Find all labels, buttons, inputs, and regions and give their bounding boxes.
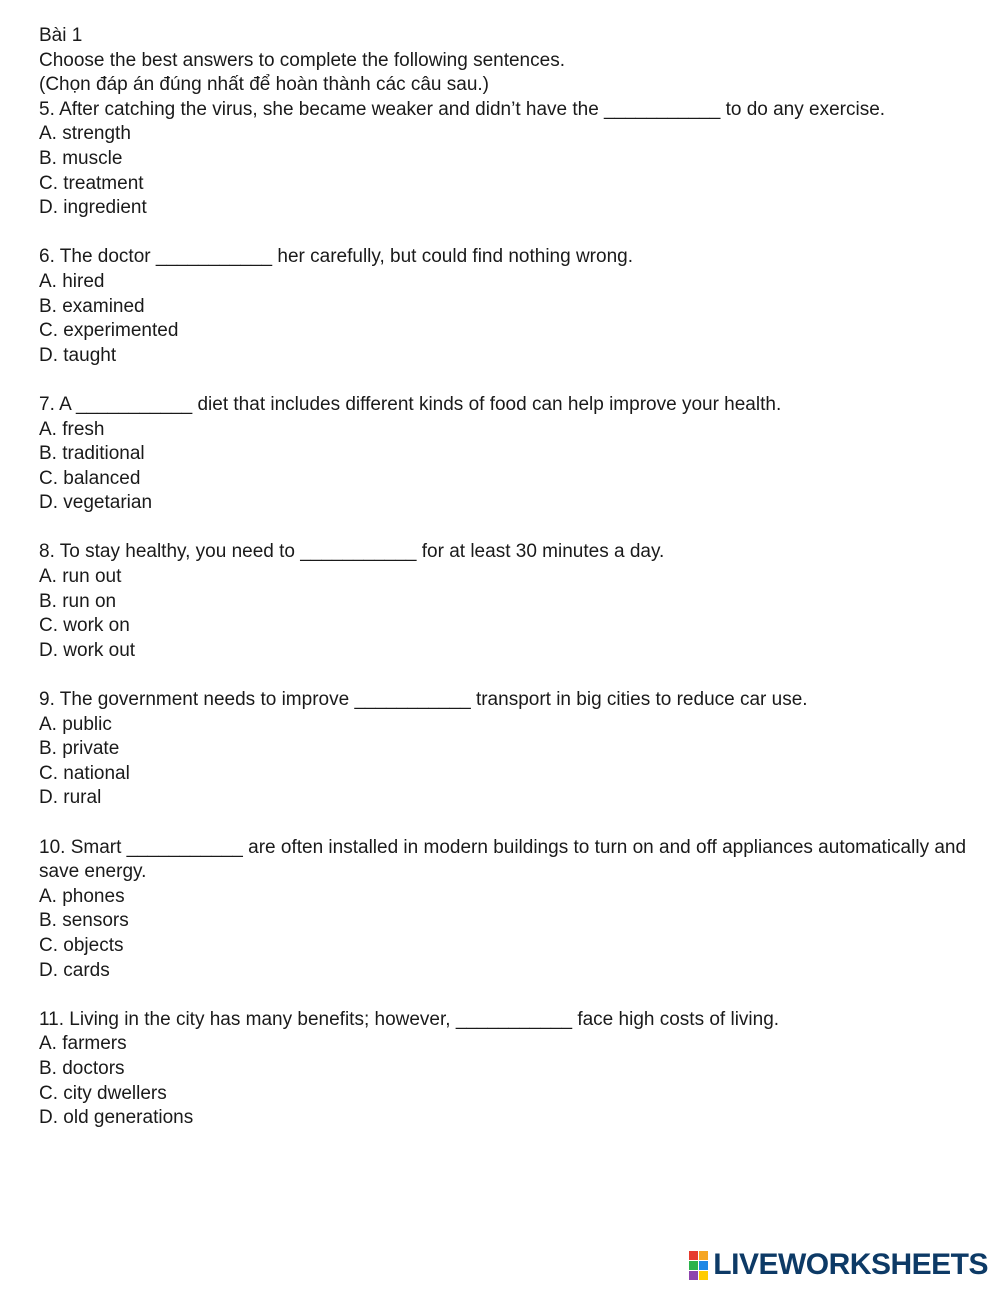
question-block [39, 688, 969, 811]
instruction-translation: (Chọn đáp án đúng nhất để hoàn thành các câu sau.) [39, 74, 490, 96]
answer-option[interactable]: C. objects [39, 934, 124, 956]
answer-option[interactable]: A. public [39, 713, 112, 735]
liveworksheets-logo-icon [689, 1251, 708, 1280]
answer-option[interactable]: C. national [39, 762, 130, 784]
answer-option[interactable]: D. cards [39, 959, 110, 981]
question-block [39, 1008, 969, 1131]
answer-option[interactable]: D. vegetarian [39, 492, 153, 514]
question-stem: 7. A ___________ diet that includes different kinds of food can help improve your health. [39, 393, 782, 415]
answer-option[interactable]: A. strength [39, 123, 131, 145]
answer-option[interactable]: C. balanced [39, 467, 141, 489]
answer-option[interactable]: B. sensors [39, 910, 129, 932]
answer-option[interactable]: A. fresh [39, 418, 105, 440]
question-block [39, 540, 969, 663]
logo-text: LIVEWORKSHEETS [713, 1248, 988, 1281]
answer-option[interactable]: D. rural [39, 787, 102, 809]
answer-option[interactable]: B. muscle [39, 147, 123, 169]
worksheet-header [39, 24, 969, 98]
answer-option[interactable]: C. treatment [39, 172, 144, 194]
question-stem: 8. To stay healthy, you need to ___________ for at least 30 minutes a day. [39, 541, 665, 563]
liveworksheets-logo [689, 1248, 988, 1282]
question-stem: 9. The government needs to improve ___________ transport in big cities to reduce car use. [39, 689, 808, 711]
answer-option[interactable]: C. experimented [39, 320, 179, 342]
question-stem: 10. Smart ___________ are often installed in modern buildings to turn on and off appliances automatically and save energy. [39, 836, 972, 883]
answer-option[interactable]: D. work out [39, 639, 136, 661]
worksheet [39, 24, 972, 1131]
answer-option[interactable]: A. farmers [39, 1033, 127, 1055]
worksheet-title: Bài 1 [39, 25, 83, 46]
question-stem: 6. The doctor ___________ her carefully, but could find nothing wrong. [39, 246, 633, 268]
answer-option[interactable]: B. traditional [39, 443, 145, 465]
answer-option[interactable]: B. doctors [39, 1057, 125, 1079]
question-block [39, 836, 972, 984]
question-block [39, 393, 969, 516]
answer-option[interactable]: B. private [39, 738, 120, 760]
answer-option[interactable]: C. city dwellers [39, 1082, 167, 1104]
instruction-text: Choose the best answers to complete the following sentences. [39, 49, 565, 71]
answer-option[interactable]: A. phones [39, 885, 125, 907]
question-block [39, 98, 969, 221]
question-block [39, 245, 969, 368]
answer-option[interactable]: B. examined [39, 295, 145, 317]
question-stem: 11. Living in the city has many benefits; however, ___________ face high costs of living. [39, 1008, 780, 1030]
answer-option[interactable]: D. ingredient [39, 197, 147, 219]
question-stem: 5. After catching the virus, she became weaker and didn’t have the ___________ to do any exercise. [39, 98, 886, 120]
answer-option[interactable]: C. work on [39, 615, 130, 637]
answer-option[interactable]: B. run on [39, 590, 117, 612]
answer-option[interactable]: D. taught [39, 344, 117, 366]
answer-option[interactable]: A. hired [39, 270, 105, 292]
answer-option[interactable]: D. old generations [39, 1107, 194, 1129]
question-list [39, 98, 972, 1131]
answer-option[interactable]: A. run out [39, 566, 122, 588]
